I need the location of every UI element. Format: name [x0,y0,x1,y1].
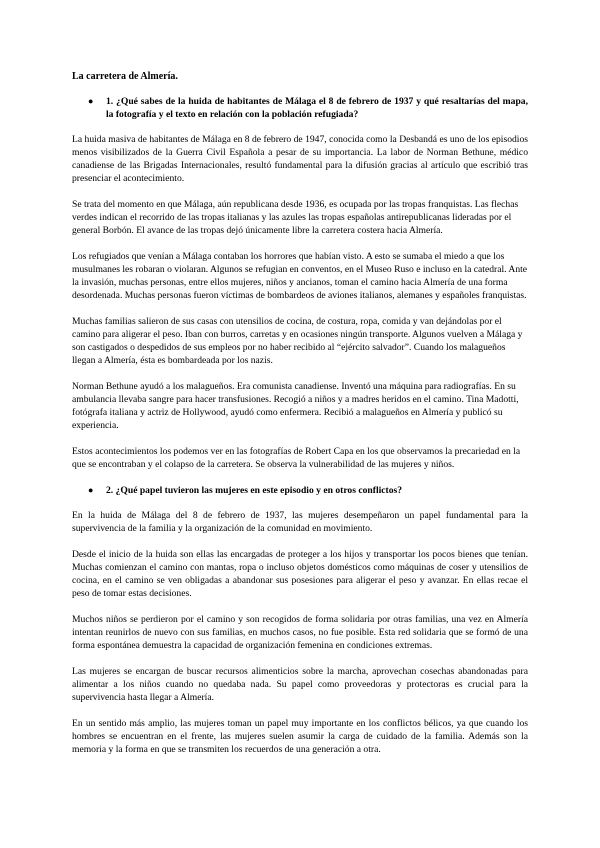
document-body [72,70,528,769]
paragraph: Muchos niños se perdieron por el camino y son recogidos de forma solidaria por otras familias, una vez en Almería intentan reunirlos de nuevo con sus familias, en muchos casos, no fue posible. Esta red solidaria que se formó de una forma espontánea demuestra la capacidad de organización femenina en condiciones extremas. [72,614,528,651]
paragraph: Se trata del momento en que Málaga, aún republicana desde 1936, es ocupada por las tropas franquistas. Las flechas verdes indican el recorrido de las tropas italianas y las azules las tropas españolas antirepublicanas lideradas por el general Borbón. El avance de las tropas dejó únicamente libre la carretera costera hacia Almería. [72,199,519,236]
document-title: La carretera de Almería. [72,71,178,82]
paragraph: En la huida de Málaga del 8 de febrero de 1937, las mujeres desempeñaron un papel fundamental para la supervivencia de la familia y la organización de la comunidad en movimiento. [72,510,528,534]
question-2 [72,484,528,497]
paragraph: La huida masiva de habitantes de Málaga en 8 de febrero de 1947, conocida como la Desbandá es uno de los episodios menos visibilizados de la Guerra Civil Española a pesar de su importancia. La labor de Norman Bethune, médico canadiense de las Brigadas Internacionales, resultó fundamental para la difusión gracias al artículo que escribió tras presenciar el acontecimiento. [72,134,528,184]
question-text: 2. ¿Qué papel tuvieron las mujeres en este episodio y en otros conflictos? [106,485,403,496]
question-text: 1. ¿Qué sabes de la huida de habitantes de Málaga el 8 de febrero de 1937 y qué resaltarías del mapa, la fotografía y el texto en relación con la población refugiada? [106,96,528,120]
bullet-icon: ● [88,96,94,106]
paragraph: Muchas familias salieron de sus casas con utensilios de cocina, de costura, ropa, comida y van dejándolas por el camino para aligerar el peso. Iban con burros, carretas y en ocasiones ningún transporte. Algunos vuelven a Málaga y son castigados o despedidos de sus empleos por no haber recibido al “ejército salvador”. Cuando los malagueños llegan a Almería, ésta es bombardeada por los nazis. [72,316,523,366]
bullet-icon: ● [88,485,94,495]
paragraph: Estos acontecimientos los podemos ver en las fotografías de Robert Capa en los que observamos la precariedad en la que se encontraban y el colapso de la carretera. Se observa la vulnerabilidad de las mujeres y niños. [72,446,521,470]
paragraph: Las mujeres se encargan de buscar recursos alimenticios sobre la marcha, aprovechan cosechas abandonadas para alimentar a los niños cuando no quedaba nada. Su papel como proveedoras y protectoras es crucial para la supervivencia hasta llegar a Almería. [72,666,528,703]
paragraph: Los refugiados que venían a Málaga contaban los horrores que habían visto. A esto se sumaba el miedo a que los musulmanes les robaran o violaran. Algunos se refugian en conventos, en el Museo Ruso e incluso en la catedral. Ante la invasión, muchas personas, entre ellos mujeres, niños y ancianos, toman el camino hacia Almería de una forma desordenada. Muchas personas fueron víctimas de bombardeos de aviones italianos, alemanes y españoles franquistas. [72,251,528,301]
question-1 [72,95,528,121]
paragraph: Desde el inicio de la huida son ellas las encargadas de proteger a los hijos y transportar los pocos bienes que tenían. Muchas comienzan el camino con mantas, ropa o incluso objetos domésticos como máquinas de coser y utensilios de cocina, en el camino se ven obligadas a abandonar sus posesiones para aligerar el peso y avanzar. En ellas recae el peso de tomar estas decisiones. [72,549,528,599]
paragraph: Norman Bethune ayudó a los malagueños. Era comunista canadiense. Inventó una máquina para radiografías. En su ambulancia llevaba sangre para hacer transfusiones. Recogió a niños y a madres heridos en el camino. Tina Madotti, fotógrafa italiana y actriz de Hollywood, ayudó como enfermera. Recibió a malagueños en Almería y publicó su experiencia. [72,381,519,431]
paragraph: En un sentido más amplio, las mujeres toman un papel muy importante en los conflictos bélicos, ya que cuando los hombres se encuentran en el frente, las mujeres suelen asumir la carga de cuidado de la familia. Además son la memoria y la forma en que se transmiten los recuerdos de una generación a otra. [72,718,528,755]
